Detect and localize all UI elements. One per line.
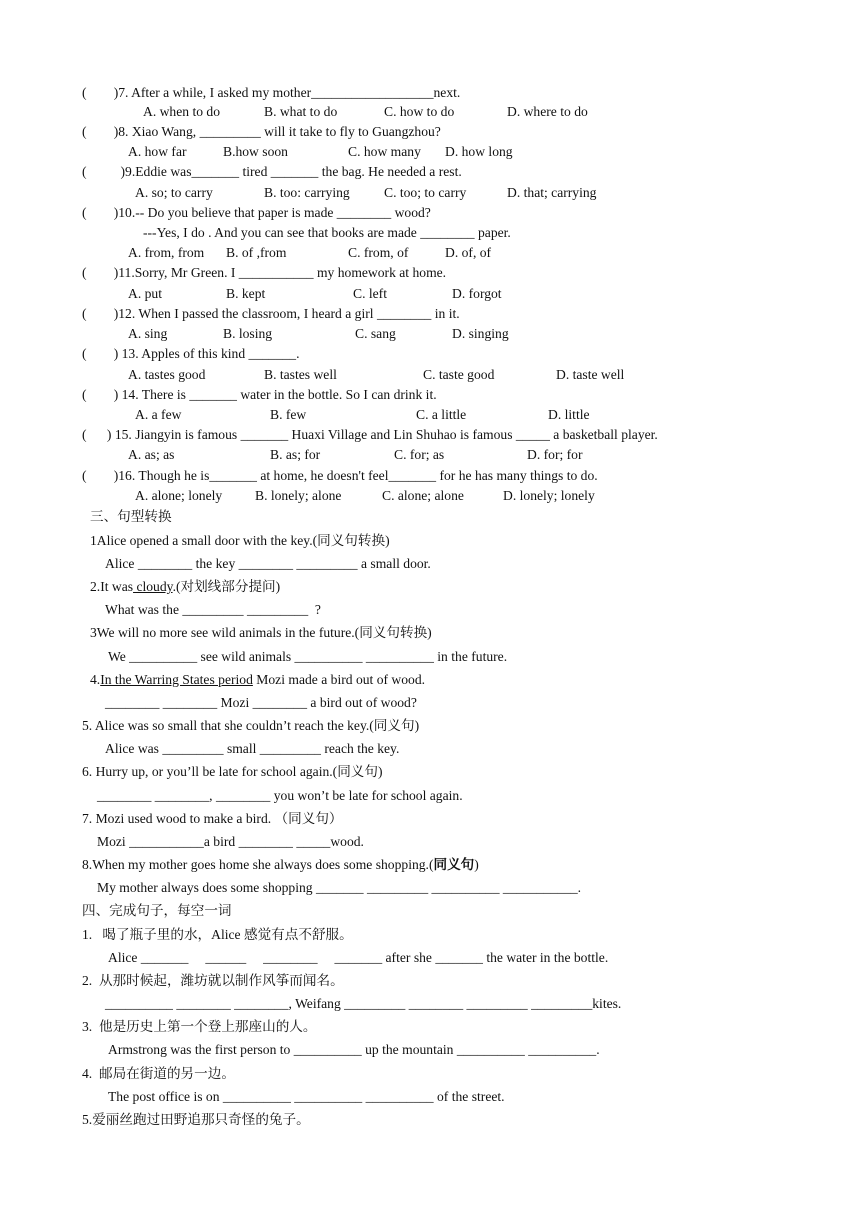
q16-option-a: A. alone; lonely	[135, 488, 223, 503]
q13-option-b: B. tastes well	[264, 367, 337, 382]
q13-option-d: D. taste well	[556, 367, 625, 382]
q14-option-a: A. a few	[135, 407, 182, 422]
q11-option-b: B. kept	[226, 286, 266, 301]
q8-option-b: B.how soon	[223, 144, 288, 159]
q16-option-b: B. lonely; alone	[255, 488, 342, 503]
q11-option-d: D. forgot	[452, 286, 502, 301]
q15-option-d: D. for; for	[527, 447, 583, 462]
q7-option-c: C. how to do	[384, 104, 455, 119]
q16-option-d: D. lonely; lonely	[503, 488, 595, 503]
transform-4-answer: ________ ________ Mozi ________ a bird out of wood?	[105, 695, 417, 710]
q15-option-a: A. as; as	[128, 447, 175, 462]
transform-1-question: 1Alice opened a small door with the key.(同义句转换)	[90, 533, 390, 548]
underlined-phrase: In the Warring States period	[100, 672, 253, 687]
q7-option-a: A. when to do	[143, 104, 221, 119]
complete-2-answer: __________ ________ ________, Weifang _________ ________ _________ _________kites.	[105, 996, 622, 1011]
q9-option-a: A. so; to carry	[135, 185, 213, 200]
q9-option-d: D. that; carrying	[507, 185, 597, 200]
q10-option-d: D. of, of	[445, 245, 492, 260]
q10-option-c: C. from, of	[348, 245, 409, 260]
q14-option-b: B. few	[270, 407, 307, 422]
question-13-stem: ( ) 13. Apples of this kind _______.	[82, 346, 300, 361]
q7-option-d: D. where to do	[507, 104, 588, 119]
q11-option-a: A. put	[128, 286, 162, 301]
complete-4-answer: The post office is on __________ __________ __________ of the street.	[108, 1089, 505, 1104]
question-16-stem: ( )16. Though he is_______ at home, he doesn't feel_______ for he has many things to do.	[82, 468, 598, 483]
transform-4-question: 4.In the Warring States period Mozi made a bird out of wood.	[90, 672, 426, 687]
q12-option-d: D. singing	[452, 326, 509, 341]
q12-option-b: B. losing	[223, 326, 273, 341]
q10-option-a: A. from, from	[128, 245, 205, 260]
q8-option-a: A. how far	[128, 144, 187, 159]
question-7-stem: ( )7. After a while, I asked my mother__________________next.	[82, 85, 461, 100]
underlined-phrase: cloudy	[133, 579, 173, 594]
transform-5-question: 5. Alice was so small that she couldn’t reach the key.(同义句)	[82, 718, 420, 733]
complete-1-answer: Alice _______ ______ ________ _______ after she _______ the water in the bottle.	[108, 950, 609, 965]
complete-2-question: 2. 从那时候起，潍坊就以制作风筝而闻名。	[82, 973, 344, 988]
q13-option-a: A. tastes good	[128, 367, 206, 382]
transform-2-answer: What was the _________ _________ ?	[105, 602, 321, 617]
q12-option-c: C. sang	[355, 326, 396, 341]
question-10-stem: ( )10.-- Do you believe that paper is made ________ wood?	[82, 205, 431, 220]
q7-option-b: B. what to do	[264, 104, 338, 119]
q12-option-a: A. sing	[128, 326, 168, 341]
q13-option-c: C. taste good	[423, 367, 495, 382]
transform-3-question: 3We will no more see wild animals in the future.(同义句转换)	[90, 625, 432, 640]
transform-7-answer: Mozi ___________a bird ________ _____wood.	[97, 834, 364, 849]
q8-option-d: D. how long	[445, 144, 513, 159]
complete-3-question: 3. 他是历史上第一个登上那座山的人。	[82, 1019, 317, 1034]
complete-3-answer: Armstrong was the first person to __________ up the mountain __________ __________.	[108, 1042, 600, 1057]
complete-4-question: 4. 邮局在街道的另一边。	[82, 1066, 235, 1081]
complete-1-question: 1. 喝了瓶子里的水，Alice 感觉有点不舒服。	[82, 927, 353, 942]
transform-7-question: 7. Mozi used wood to make a bird. （同义句）	[82, 811, 343, 826]
transform-8-question: 8.When my mother goes home she always does some shopping.(同义句)	[82, 857, 479, 872]
question-11-stem: ( )11.Sorry, Mr Green. I ___________ my homework at home.	[82, 265, 447, 280]
q11-option-c: C. left	[353, 286, 387, 301]
q14-option-d: D. little	[548, 407, 590, 422]
question-8-stem: ( )8. Xiao Wang, _________ will it take to fly to Guangzhou?	[82, 124, 441, 139]
question-14-stem: ( ) 14. There is _______ water in the bottle. So I can drink it.	[82, 387, 437, 402]
question-10-stem-2: ---Yes, I do . And you can see that books are made ________ paper.	[143, 225, 511, 240]
q15-option-c: C. for; as	[394, 447, 445, 462]
transform-3-answer: We __________ see wild animals __________ __________ in the future.	[108, 649, 508, 664]
section-3-title: 三、句型转换	[90, 509, 172, 524]
transform-2-question: 2.It was cloudy.(对划线部分提问)	[90, 579, 281, 594]
q9-option-c: C. too; to carry	[384, 185, 467, 200]
transform-8-answer: My mother always does some shopping _______ _________ __________ ___________.	[97, 880, 582, 895]
q10-option-b: B. of ,from	[226, 245, 287, 260]
question-15-stem: ( ) 15. Jiangyin is famous _______ Huaxi Village and Lin Shuhao is famous _____ a basketball player.	[82, 427, 658, 442]
complete-5-question: 5.爱丽丝跑过田野追那只奇怪的兔子。	[82, 1112, 310, 1127]
question-12-stem: ( )12. When I passed the classroom, I heard a girl ________ in it.	[82, 306, 460, 321]
transform-5-answer: Alice was _________ small _________ reach the key.	[105, 741, 400, 756]
transform-1-answer: Alice ________ the key ________ _________ a small door.	[105, 556, 431, 571]
transform-6-question: 6. Hurry up, or you’ll be late for school again.(同义句)	[82, 764, 383, 779]
q16-option-c: C. alone; alone	[382, 488, 464, 503]
q8-option-c: C. how many	[348, 144, 421, 159]
q14-option-c: C. a little	[416, 407, 467, 422]
question-9-stem: ( )9.Eddie was_______ tired _______ the bag. He needed a rest.	[82, 164, 462, 179]
q9-option-b: B. too: carrying	[264, 185, 350, 200]
section-4-title: 四、完成句子，每空一词	[82, 903, 232, 918]
q15-option-b: B. as; for	[270, 447, 321, 462]
transform-6-answer: ________ ________, ________ you won’t be late for school again.	[97, 788, 463, 803]
